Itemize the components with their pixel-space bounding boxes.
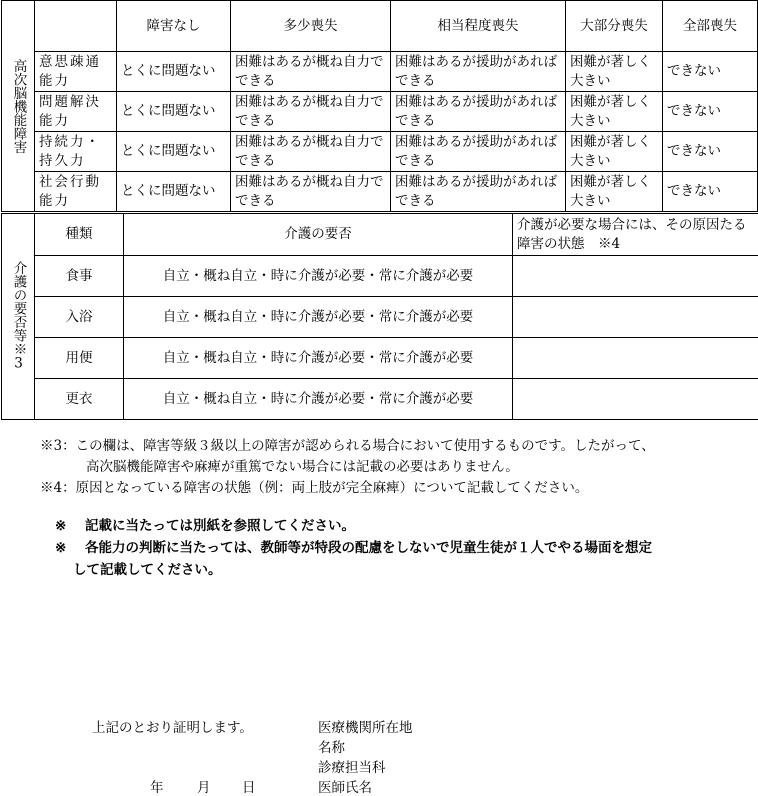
care-type-label: 更衣 [35, 379, 124, 420]
note-4: ※4：原因となっている障害の状態（例：両上肢が完全麻痺）について記載してください。 [40, 478, 740, 499]
ability-table [1, 0, 758, 212]
ability-cell[interactable]: できない [663, 172, 758, 212]
care-row-toileting [2, 338, 758, 379]
care-header-need: 介護の要否 [124, 214, 513, 256]
note-3: ※3：この欄は、障害等級３級以上の障害が認められる場合において使用するものです。したがって、 [40, 436, 740, 457]
ability-cell[interactable]: 困難はあるが援助があればできる [391, 132, 566, 172]
care-type-label: 用便 [35, 338, 124, 379]
care-type-label: 食事 [35, 256, 124, 297]
ability-cell[interactable]: とくに問題ない [117, 52, 231, 92]
care-cause-field[interactable] [513, 297, 758, 338]
date-year-label[interactable]: 年 [150, 776, 164, 796]
ability-row-label: 意思疎通能力 [35, 52, 117, 92]
important-notes [55, 515, 745, 581]
ability-row-label: 社会行動能力 [35, 172, 117, 212]
important-item-2 [55, 537, 745, 559]
ability-header-blank [35, 1, 117, 52]
ability-cell[interactable]: 困難はあるが概ね自力でできる [231, 172, 391, 212]
care-need-options[interactable]: 自立・概ね自立・時に介護が必要・常に介護が必要 [124, 297, 513, 338]
care-need-options[interactable]: 自立・概ね自立・時に介護が必要・常に介護が必要 [124, 256, 513, 297]
ability-cell[interactable]: 困難が著しく大きい [566, 172, 663, 212]
ability-row-communication [2, 52, 758, 92]
ability-cell[interactable]: 困難が著しく大きい [566, 52, 663, 92]
ability-cell[interactable]: 困難が著しく大きい [566, 92, 663, 132]
ability-cell[interactable]: 困難はあるが援助があればできる [391, 52, 566, 92]
doctor-name-label: 医師氏名 [318, 776, 372, 796]
ability-cell[interactable]: できない [663, 52, 758, 92]
ability-row-label: 持続力・持久力 [35, 132, 117, 172]
ability-cell[interactable]: 困難はあるが概ね自力でできる [231, 132, 391, 172]
care-cause-field[interactable] [513, 338, 758, 379]
ability-cell[interactable]: 困難はあるが援助があればできる [391, 172, 566, 212]
care-header-type: 種類 [35, 214, 124, 256]
institution-name-label: 名称 [318, 736, 345, 756]
institution-address-label: 医療機関所在地 [318, 716, 413, 736]
care-cause-field[interactable] [513, 379, 758, 420]
care-header-row [2, 214, 758, 256]
care-header-cause: 介護が必要な場合には、その原因たる障害の状態 ※4 [513, 214, 758, 256]
ability-cell[interactable]: できない [663, 132, 758, 172]
ability-cell[interactable]: とくに問題ない [117, 92, 231, 132]
ability-cell[interactable]: 困難はあるが概ね自力でできる [231, 92, 391, 132]
footnotes [40, 436, 740, 499]
ability-cell[interactable]: 困難はあるが概ね自力でできる [231, 52, 391, 92]
certify-statement: 上記のとおり証明します。 [92, 716, 253, 736]
important-text-2-continued: して記載してください。 [55, 559, 745, 581]
ability-row-endurance [2, 132, 758, 172]
department-label: 診療担当科 [318, 756, 386, 776]
note-mark: ※ [55, 537, 85, 559]
important-text-1: 記載に当たっては別紙を参照してください。 [85, 515, 355, 537]
important-item-1 [55, 515, 745, 537]
note-3-continued: 高次脳機能障害や麻痺が重篤でない場合には記載の必要はありません。 [40, 457, 740, 478]
care-need-options[interactable]: 自立・概ね自立・時に介護が必要・常に介護が必要 [124, 379, 513, 420]
care-row-bathing [2, 297, 758, 338]
care-row-meals [2, 256, 758, 297]
ability-section-label: 高次脳機能障害 [2, 1, 35, 212]
signature-block [0, 712, 758, 792]
care-cause-field[interactable] [513, 256, 758, 297]
ability-row-social [2, 172, 758, 212]
ability-cell[interactable]: できない [663, 92, 758, 132]
ability-header-slight: 多少喪失 [231, 1, 391, 52]
care-need-options[interactable]: 自立・概ね自立・時に介護が必要・常に介護が必要 [124, 338, 513, 379]
care-row-dressing [2, 379, 758, 420]
important-text-2: 各能力の判断に当たっては、教師等が特段の配慮をしないで児童生徒が１人でやる場面を想定 [85, 537, 652, 559]
ability-cell[interactable]: 困難が著しく大きい [566, 132, 663, 172]
note-mark: ※ [55, 515, 85, 537]
ability-row-label: 問題解決能力 [35, 92, 117, 132]
ability-header-row [2, 1, 758, 52]
date-month-label[interactable]: 月 [197, 776, 211, 796]
ability-cell[interactable]: とくに問題ない [117, 172, 231, 212]
ability-header-none: 障害なし [117, 1, 231, 52]
care-table [1, 213, 758, 420]
care-section-label: 介護の要否等※3 [2, 214, 35, 420]
ability-header-total: 全部喪失 [663, 1, 758, 52]
date-day-label[interactable]: 日 [242, 776, 256, 796]
ability-row-problem-solving [2, 92, 758, 132]
care-type-label: 入浴 [35, 297, 124, 338]
ability-cell[interactable]: 困難はあるが援助があればできる [391, 92, 566, 132]
ability-header-considerable: 相当程度喪失 [391, 1, 566, 52]
ability-header-major: 大部分喪失 [566, 1, 663, 52]
ability-cell[interactable]: とくに問題ない [117, 132, 231, 172]
